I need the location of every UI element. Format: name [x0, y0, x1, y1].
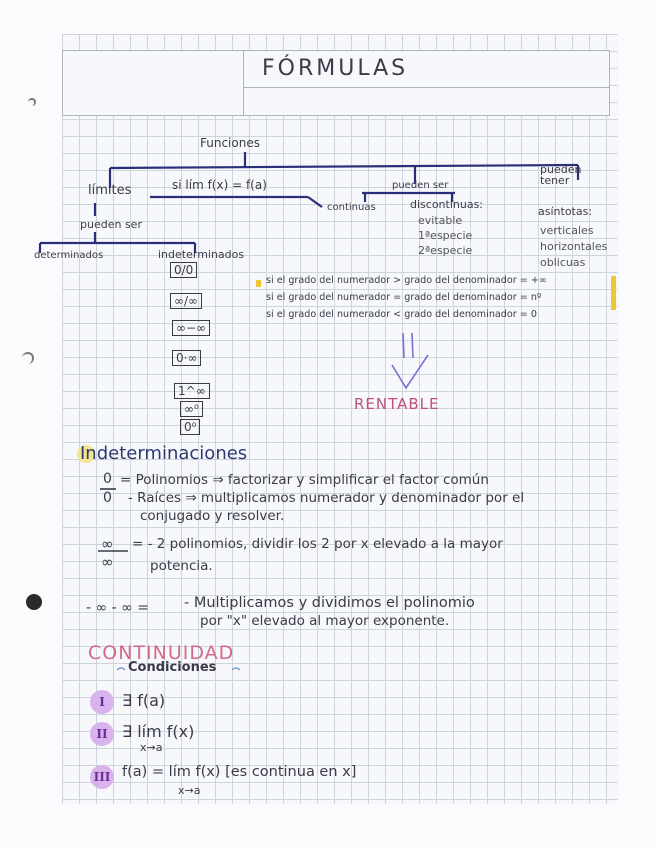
- inf-top: ∞: [101, 535, 114, 553]
- indet-form: ∞/∞: [170, 293, 202, 309]
- asintotas-item: verticales: [540, 224, 594, 237]
- tree-limites-pueden-ser: pueden ser: [80, 218, 142, 231]
- tree-branch-continuidad: si lím f(x) = f(a): [172, 178, 267, 192]
- inf-minus-inf-line2: por "x" elevado al mayor exponente.: [200, 613, 450, 629]
- asintotas-title: asíntotas:: [538, 205, 593, 218]
- rentable-label: RENTABLE: [354, 395, 440, 413]
- indet-form: 0/0: [170, 262, 197, 278]
- page-title: FÓRMULAS: [262, 56, 409, 81]
- asintotas-item: oblicuas: [540, 256, 586, 269]
- condition-text: ∃ lím f(x): [122, 722, 195, 741]
- condition-roman-badge: III: [90, 765, 114, 789]
- inf-minus-inf-line1: - Multiplicamos y dividimos el polinomio: [184, 595, 475, 611]
- zero-over-zero-line3: conjugado y resolver.: [140, 508, 285, 524]
- indet-form: 0⁰: [180, 419, 200, 435]
- grade-rule: si el grado del numerador > grado del denominador = +∞: [266, 275, 547, 286]
- zero-bottom: 0: [103, 490, 112, 506]
- indet-form: 1^∞: [174, 383, 210, 399]
- tree-root-funciones: Funciones: [200, 136, 260, 150]
- continuidad-title: CONTINUIDAD: [88, 642, 235, 664]
- indet-form: ∞⁰: [180, 401, 203, 417]
- condition-roman-badge: I: [90, 690, 114, 714]
- tree-continuas: continuas: [327, 202, 376, 213]
- inf-over-inf-line1: = - 2 polinomios, dividir los 2 por x elevado a la mayor: [132, 536, 503, 552]
- tree-indeterminados: indeterminados: [158, 248, 245, 261]
- discontinuas-item: 1ªespecie: [418, 229, 473, 242]
- zero-over-zero-line2: - Raíces ⇒ multiplicamos numerador y denominador por el: [128, 490, 525, 506]
- indet-form: 0·∞: [172, 350, 201, 366]
- grade-rule: si el grado del numerador < grado del denominador = 0: [266, 309, 537, 320]
- grade-rule: si el grado del numerador = grado del denominador = nº: [266, 292, 542, 303]
- discontinuas-title: discontinuas:: [410, 198, 484, 211]
- inf-bottom: ∞: [101, 553, 114, 571]
- tree-branch-pueden-tener: pueden tener: [540, 163, 582, 187]
- condition-subscript: x→a: [140, 741, 163, 754]
- zero-top: 0: [103, 471, 112, 487]
- condition-subscript: x→a: [178, 784, 201, 797]
- discontinuas-item: evitable: [418, 214, 463, 227]
- continuidad-subtitle: Condiciones: [128, 660, 217, 675]
- tree-branch-limites: límites: [88, 183, 132, 198]
- condition-roman-badge: II: [90, 722, 114, 746]
- tree-branch-pueden-ser: pueden ser: [392, 180, 449, 191]
- indeterminaciones-title: Indeterminaciones: [80, 443, 248, 464]
- condition-text: f(a) = lím f(x) [es continua en x]: [122, 764, 357, 780]
- tree-determinados: determinados: [34, 250, 104, 261]
- inf-over-inf-line2: potencia.: [150, 558, 213, 574]
- discontinuas-item: 2ªespecie: [418, 244, 473, 257]
- inf-minus-inf-form: - ∞ - ∞ =: [86, 600, 149, 616]
- indet-form: ∞−∞: [172, 320, 210, 336]
- zero-over-zero-line1: = Polinomios ⇒ factorizar y simplificar el factor común: [120, 472, 489, 488]
- condition-text: ∃ f(a): [122, 691, 166, 710]
- asintotas-item: horizontales: [540, 240, 608, 253]
